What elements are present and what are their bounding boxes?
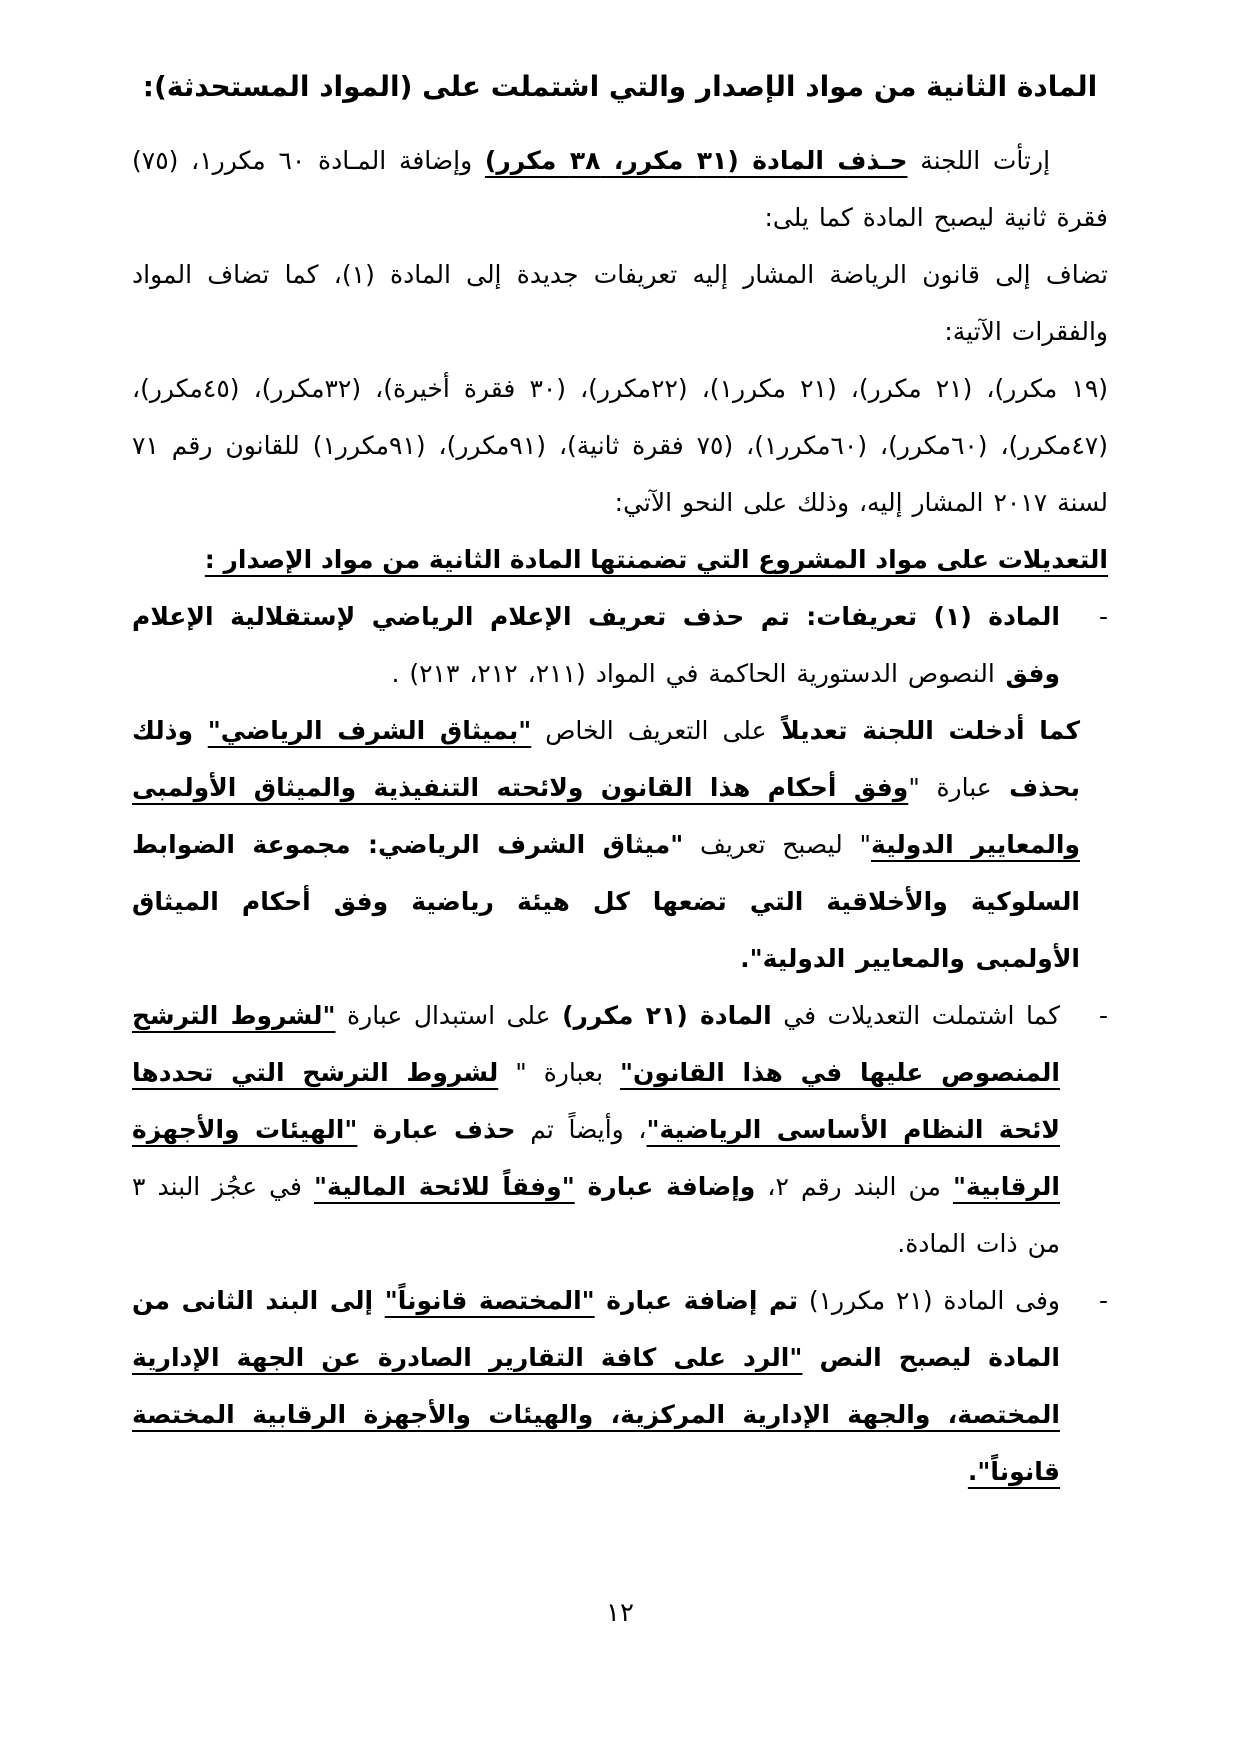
section-heading: التعديلات على مواد المشروع التي تضمنتها المادة الثانية من مواد الإصدار : bbox=[204, 545, 1108, 574]
bullet-item-article-21bis bbox=[132, 987, 1108, 1272]
additions-paragraph: تضاف إلى قانون الرياضة المشار إليه تعريفات جديدة إلى المادة (١)، كما تضاف المواد والفقرات الآتية: bbox=[132, 260, 1108, 346]
bullet3-text: وفى المادة (٢١ مكرر١) تم إضافة عبارة "المختصة قانوناً" إلى البند الثانى من المادة ليصبح النص "الرد على كافة التقارير الصادرة عن الجهة الإدارية المختصة، والجهة الإدارية المركزية، والهيئات والأجهزة الرقابية المختصة قانوناً". bbox=[132, 1286, 1061, 1486]
bullet-dash-icon: - bbox=[1098, 1286, 1108, 1315]
bullet-dash-icon: - bbox=[1098, 602, 1108, 631]
bullet-item-article-21bis1 bbox=[132, 1272, 1108, 1500]
bullet-dash-icon: - bbox=[1098, 1001, 1108, 1030]
intro-paragraph: إرتأت اللجنة حـذف المادة (٣١ مكرر، ٣٨ مكرر) وإضافة المـادة ٦٠ مكرر١، (٧٥) فقرة ثانية ليصبح المادة كما يلى: bbox=[132, 146, 1108, 232]
bullet-item-article-1-definitions bbox=[132, 588, 1108, 702]
bullet1-sub-paragraph: كما أدخلت اللجنة تعديلاً على التعريف الخاص "بميثاق الشرف الرياضي" وذلك بحذف عبارة "وفق أحكام هذا القانون ولائحته التنفيذية والميثاق الأولمبى والمعايير الدولية" ليصبح تعريف "ميثاق الشرف الرياضي: مجموعة الضوابط السلوكية والأخلاقية التي تضعها كل هيئة رياضية وفق أحكام الميثاق الأولمبى والمعايير الدولية". bbox=[132, 716, 1080, 973]
bullet2-text: كما اشتملت التعديلات في المادة (٢١ مكرر) على استبدال عبارة "لشروط الترشح المنصوص عليها في هذا القانون" بعبارة " لشروط الترشح التي تحددها لائحة النظام الأساسى الرياضية"، وأيضاً تم حذف عبارة "الهيئات والأجهزة الرقابية" من البند رقم ٢، وإضافة عبارة "وفقاً للائحة المالية" في عجُز البند ٣ من ذات المادة. bbox=[132, 1001, 1060, 1258]
page-number: ١٢ bbox=[606, 1598, 634, 1628]
page-title: المادة الثانية من مواد الإصدار والتي اشتملت على (المواد المستحدثة): bbox=[142, 70, 1098, 103]
bullet1-text: المادة (١) تعريفات: تم حذف تعريف الإعلام الرياضي لإستقلالية الإعلام وفق النصوص الدستورية الحاكمة في المواد (٢١١، ٢١٢، ٢١٣) . bbox=[132, 602, 1060, 688]
articles-list-paragraph: (١٩ مكرر)، (٢١ مكرر)، (٢١ مكرر١)، (٢٢مكرر)، (٣٠ فقرة أخيرة)، (٣٢مكرر)، (٤٥مكرر)، (٤٧مكرر)، (٦٠مكرر)، (٦٠مكرر١)، (٧٥ فقرة ثانية)، (٩١مكرر)، (٩١مكرر١) للقانون رقم ٧١ لسنة ٢٠١٧ المشار إليه، وذلك على النحو الآتي: bbox=[132, 374, 1109, 517]
